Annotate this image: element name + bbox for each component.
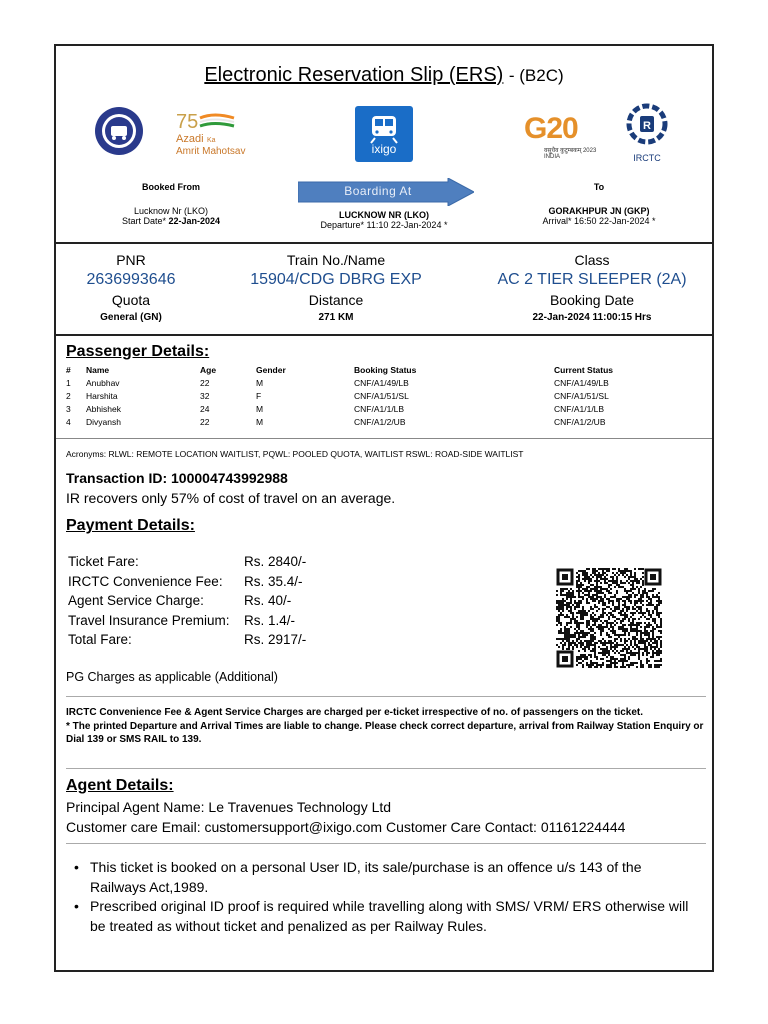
payment-value: Rs. 35.4/-: [244, 573, 303, 589]
arrival-time: Arrival* 16:50 22-Jan-2024 *: [542, 216, 656, 226]
terms-list: [70, 858, 700, 936]
divider: [56, 438, 712, 439]
cell-age: 32: [200, 390, 210, 401]
title-main: Electronic Reservation Slip (ERS): [204, 64, 504, 86]
booking-date-block: [476, 292, 708, 323]
cell-age: 24: [200, 403, 210, 414]
cell-gender: M: [256, 403, 264, 414]
payment-row: [68, 613, 306, 633]
to-label: To: [593, 182, 605, 192]
cell-name: Divyansh: [86, 416, 121, 427]
pnr-value: 2636993646: [86, 271, 176, 288]
ixigo-wordmark: ixigo: [371, 142, 397, 156]
payment-table: [68, 554, 306, 652]
payment-value: Rs. 2840/-: [244, 554, 307, 569]
cell-number: 1: [66, 377, 71, 388]
payment-details-title: Payment Details:: [66, 517, 195, 534]
booking-date-label: Booking Date: [549, 292, 635, 308]
irctc-logo-icon: [622, 102, 672, 164]
quota-label: Quota: [111, 292, 151, 308]
notice-block: [66, 706, 706, 747]
destination-block: [514, 182, 684, 226]
table-row: [66, 376, 626, 389]
list-item: • Prescribed original ID proof is required while travelling along with SMS/ VRM/ ERS otherwise will be treated as without ticket and penalized as per Railway Rules.: [70, 897, 700, 936]
class-label: Class: [574, 252, 610, 268]
table-row: [66, 389, 626, 402]
train-label: Train No./Name: [286, 252, 386, 268]
g20-tagline: वसुधैव कुटुम्बकम् 2023 INDIA: [544, 148, 597, 160]
payment-row: [68, 554, 306, 574]
cost-recovery-note: IR recovers only 57% of cost of travel on an average.: [66, 490, 396, 506]
pnr-block: [56, 252, 206, 289]
payment-row: [68, 632, 306, 652]
distance-block: [216, 292, 456, 323]
booked-from-station: Lucknow Nr (LKO): [133, 206, 209, 216]
timing-change-notice: * The printed Departure and Arrival Times are liable to change. Please check correct departure, arrival from Railway Station Enquiry or Dial 139 or SMS RAIL to 139.: [66, 720, 704, 745]
quota-block: [56, 292, 206, 323]
col-header-gender: Gender: [256, 365, 286, 375]
agent-details-title: Agent Details:: [66, 777, 174, 794]
payment-row: [68, 593, 306, 613]
pg-charges-note: PG Charges as applicable (Additional): [66, 670, 278, 684]
page-title: [56, 64, 712, 87]
train-value: 15904/CDG DBRG EXP: [250, 271, 422, 288]
train-block: [216, 252, 456, 289]
booked-from-block: [96, 182, 246, 226]
svg-text:R: R: [643, 120, 651, 132]
indian-railways-logo-icon: [94, 106, 144, 156]
col-header-age: Age: [200, 365, 217, 375]
g20-logo-icon: [524, 112, 610, 160]
cell-gender: M: [256, 377, 264, 388]
irctc-wordmark: IRCTC: [633, 153, 661, 163]
col-header-current-status: Current Status: [554, 365, 614, 375]
cell-gender: M: [256, 416, 264, 427]
col-header-number: #: [66, 365, 71, 375]
passenger-table-header: [66, 364, 626, 376]
payment-value: Rs. 40/-: [244, 593, 292, 609]
start-date-label: Start Date*: [121, 216, 166, 226]
distance-value: 271 KM: [318, 312, 354, 323]
table-row: [66, 402, 626, 415]
payment-label: Total Fare:: [68, 632, 132, 648]
qr-code-icon: [556, 568, 662, 668]
cell-number: 4: [66, 416, 71, 427]
payment-value: Rs. 2917/-: [244, 632, 307, 648]
divider: [66, 768, 706, 769]
svg-text:Amrit Mahotsav: Amrit Mahotsav: [176, 146, 246, 157]
boarding-block: [294, 210, 474, 230]
transaction-id: Transaction ID: 100004743992988: [66, 470, 288, 486]
quota-value: General (GN): [100, 312, 162, 323]
ers-ticket: [54, 44, 714, 972]
svg-text:Ka: Ka: [207, 137, 216, 144]
g20-wordmark: G20: [524, 112, 578, 145]
azadi-ka-amrit-mahotsav-logo-icon: [174, 108, 264, 160]
col-header-booking-status: Booking Status: [354, 365, 417, 375]
table-row: [66, 415, 626, 428]
convenience-fee-notice: IRCTC Convenience Fee & Agent Service Charges are charged per e-ticket irrespective of no. of passengers on the ticket.: [66, 707, 644, 718]
payment-value: Rs. 1.4/-: [244, 612, 296, 628]
start-date: 22-Jan-2024: [168, 216, 221, 226]
acronyms-note: Acronyms: RLWL: REMOTE LOCATION WAITLIST, PQWL: POOLED QUOTA, WAITLIST RSWL: ROAD-SIDE WAITLIST: [66, 449, 524, 459]
to-station: GORAKHPUR JN (GKP): [548, 206, 650, 216]
boarding-station: LUCKNOW NR (LKO): [339, 210, 429, 220]
booked-from-label: Booked From: [141, 182, 200, 192]
payment-row: [68, 574, 306, 594]
payment-label: Ticket Fare:: [68, 554, 139, 569]
passenger-table: [66, 364, 626, 428]
divider: [56, 334, 712, 336]
cell-number: 3: [66, 403, 71, 414]
cell-booking-status: CNF/A1/2/UB: [354, 416, 406, 427]
distance-label: Distance: [308, 292, 364, 308]
payment-label: IRCTC Convenience Fee:: [68, 573, 223, 589]
svg-text:75: 75: [176, 111, 199, 133]
boarding-label: Boarding At: [344, 184, 412, 198]
divider: [56, 242, 712, 244]
cell-current-status: CNF/A1/49/LB: [554, 377, 609, 388]
customer-care-contact: Customer care Email: customersupport@ixigo.com Customer Care Contact: 01161224444: [66, 819, 626, 835]
departure-time: Departure* 11:10 22-Jan-2024 *: [320, 220, 448, 230]
cell-name: Anubhav: [86, 377, 120, 388]
class-value: AC 2 TIER SLEEPER (2A): [497, 271, 687, 288]
ixigo-logo-icon: [355, 106, 413, 162]
cell-current-status: CNF/A1/2/UB: [554, 416, 606, 427]
cell-number: 2: [66, 390, 71, 401]
cell-name: Abhishek: [86, 403, 121, 414]
cell-age: 22: [200, 416, 210, 427]
cell-booking-status: CNF/A1/1/LB: [354, 403, 405, 414]
booking-date-value: 22-Jan-2024 11:00:15 Hrs: [532, 312, 652, 323]
cell-booking-status: CNF/A1/51/SL: [354, 390, 409, 401]
col-header-name: Name: [86, 365, 110, 375]
payment-label: Agent Service Charge:: [68, 593, 204, 609]
cell-age: 22: [200, 377, 210, 388]
cell-booking-status: CNF/A1/49/LB: [354, 377, 409, 388]
list-item: • This ticket is booked on a personal User ID, its sale/purchase is an offence u/s 143 of the Railways Act,1989.: [70, 858, 700, 897]
title-suffix: - (B2C): [508, 66, 564, 85]
passenger-details-title: Passenger Details:: [66, 343, 210, 360]
cell-name: Harshita: [86, 390, 118, 401]
cell-gender: F: [256, 390, 262, 401]
divider: [66, 696, 706, 697]
payment-label: Travel Insurance Premium:: [68, 612, 230, 628]
svg-text:Azadi: Azadi: [176, 133, 204, 145]
cell-current-status: CNF/A1/51/SL: [554, 390, 609, 401]
principal-agent-name: Principal Agent Name: Le Travenues Technology Ltd: [66, 799, 392, 815]
pnr-label: PNR: [116, 252, 146, 268]
cell-current-status: CNF/A1/1/LB: [554, 403, 605, 414]
divider: [66, 843, 706, 844]
class-block: [476, 252, 708, 289]
